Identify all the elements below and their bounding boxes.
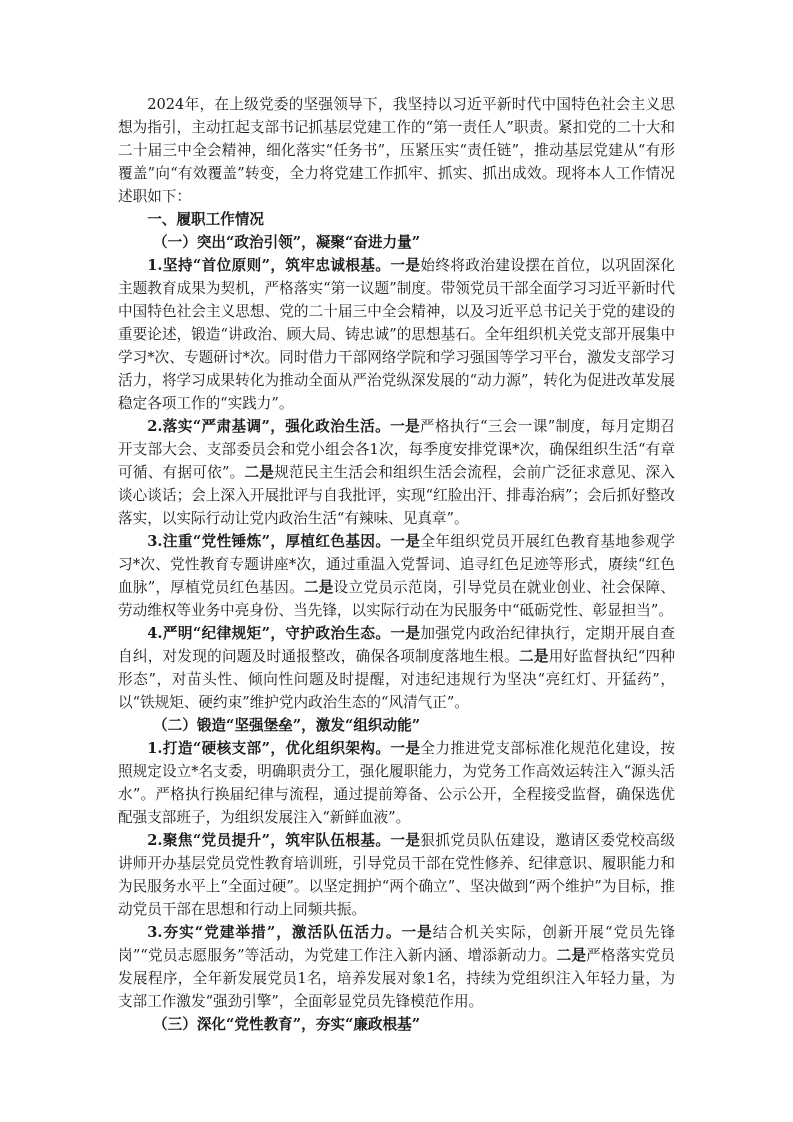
item-lead: 一是 [390, 257, 421, 274]
item-text: 设立党员示范岗，引导党员在就业创业、社会保障、劳动维权等业务中亮身份、当先锋，以实际行动在为民服务中“砥砺党性、彰显担当”。 [118, 579, 675, 619]
item-text: 加强党内政治纪律执行，定期开展自查自纠，对发现的问题及时通报整改，确保各项制度落地生根。 [118, 625, 675, 665]
paragraph-1-1 [118, 254, 675, 415]
item-text: 严格执行“三会一课”制度，每月定期召开支部大会、支部委员会和党小组会各1次，每季度安排党课*次，确保组织生活“有章可循、有据可依”。 [118, 418, 675, 481]
item-title: 4.严明“纪律规矩”，守护政治生态。 [147, 625, 391, 642]
item-text: 全年组织党员开展红色教育基地参观学习*次、党性教育专题讲座*次，通过重温入党誓词、追寻红色足迹等形式，赓续“红色血脉”，厚植党员红色基因。 [118, 533, 675, 596]
item-title: 1.坚持“首位原则”，筑牢忠诚根基。 [147, 257, 391, 274]
item-lead: 二是 [244, 464, 275, 481]
paragraph-1-2 [118, 415, 675, 530]
item-title: 3.夯实“党建举措”，激活队伍活力。 [147, 924, 402, 941]
subsection-heading-2: （二）锻造“坚强堡垒”，激发“组织动能” [153, 717, 421, 734]
item-lead: 二是 [519, 648, 549, 665]
item-lead: 一是 [390, 832, 421, 849]
section-heading-1: 一、履职工作情况 [147, 211, 264, 228]
subsection-heading-1: （一）突出“政治引领”，凝聚“奋进力量” [153, 234, 421, 251]
intro-paragraph: 2024年，在上级党委的坚强领导下，我坚持以习近平新时代中国特色社会主义思想为指引，主动扛起支部书记抓基层党建工作的“第一责任人”职责。紧扣党的二十大和二十届三中全会精神，细化落实“任务书”，压紧压实“责任链”，推动基层党建从“有形覆盖”向“有效覆盖”转变，全力将党建工作抓牢、抓实、抓出成效。现将本人工作情况述职如下： [118, 96, 675, 205]
item-lead: 二是 [303, 579, 334, 596]
item-lead: 一是 [390, 418, 421, 435]
item-lead: 一是 [401, 924, 433, 941]
item-lead: 一是 [390, 740, 421, 757]
document-page [118, 93, 675, 1036]
item-lead: 一是 [390, 625, 421, 642]
paragraph-2-1 [118, 737, 675, 829]
item-text: 严格落实党员发展程序，全年新发展党员1名，培养发展对象1名，持续为党组织注入年轻力量，为支部工作激发“强劲引擎”，全面彰显党员先锋模范作用。 [118, 947, 675, 1010]
item-title: 2.聚焦“党员提升”，筑牢队伍根基。 [147, 832, 391, 849]
item-title: 1.打造“硬核支部”，优化组织架构。 [147, 740, 391, 757]
item-text: 狠抓党员队伍建设，邀请区委党校高级讲师开办基层党员党性教育培训班，引导党员干部在党性修养、纪律意识、履职能力和为民服务水平上“全面过硬”。以坚定拥护“两个确立”、坚决做到“两个维护”为目标，推动党员干部在思想和行动上同频共振。 [118, 832, 675, 918]
item-text: 始终将政治建设摆在首位，以巩固深化主题教育成果为契机，严格落实“第一议题”制度。带领党员干部全面学习习近平新时代中国特色社会主义思想、党的二十届三中全会精神，以及习近平总书记关于党的建设的重要论述，锻造“讲政治、顾大局、铸忠诚”的思想基石。全年组织机关党支部开展集中学习*次、专题研讨*次。同时借力干部网络学院和学习强国等学习平台，激发支部学习活力，将学习成果转化为推动全面从严治党纵深发展的“动力源”，转化为促进改革发展稳定各项工作的“实践力”。 [118, 257, 675, 412]
paragraph-1-4 [118, 622, 675, 714]
subsection-heading-3: （三）深化“党性教育”，夯实“廉政根基” [153, 1016, 421, 1033]
item-lead: 一是 [390, 533, 421, 550]
item-title: 3.注重“党性锤炼”，厚植红色基因。 [147, 533, 391, 550]
item-lead: 二是 [556, 947, 587, 964]
item-text: 规范民主生活会和组织生活会流程，会前广泛征求意见、深入谈心谈话；会上深入开展批评与自我批评，实现“红脸出汗、排毒治病”；会后抓好整改落实，以实际行动让党内政治生活“有辣味、见真章”。 [118, 464, 675, 527]
item-text: 全力推进党支部标准化规范化建设，按照规定设立*名支委，明确职责分工，强化履职能力，为党务工作高效运转注入“源头活水”。严格执行换届纪律与流程，通过提前筹备、公示公开，全程接受监督，确保选优配强支部班子，为组织发展注入“新鲜血液”。 [118, 740, 675, 826]
paragraph-2-2 [118, 829, 675, 921]
paragraph-2-3 [118, 921, 675, 1013]
item-text: 结合机关实际，创新开展“党员先锋岗”“党员志愿服务”等活动，为党建工作注入新内涵、增添新动力。 [118, 924, 675, 964]
item-title: 2.落实“严肃基调”，强化政治生活。 [147, 418, 391, 435]
paragraph-1-3 [118, 530, 675, 622]
item-text: 用好监督执纪“四种形态”，对苗头性、倾向性问题及时提醒，对违纪违规行为坚决“亮红灯、开猛药”，以“铁规矩、硬约束”维护党内政治生态的“风清气正”。 [118, 648, 675, 711]
